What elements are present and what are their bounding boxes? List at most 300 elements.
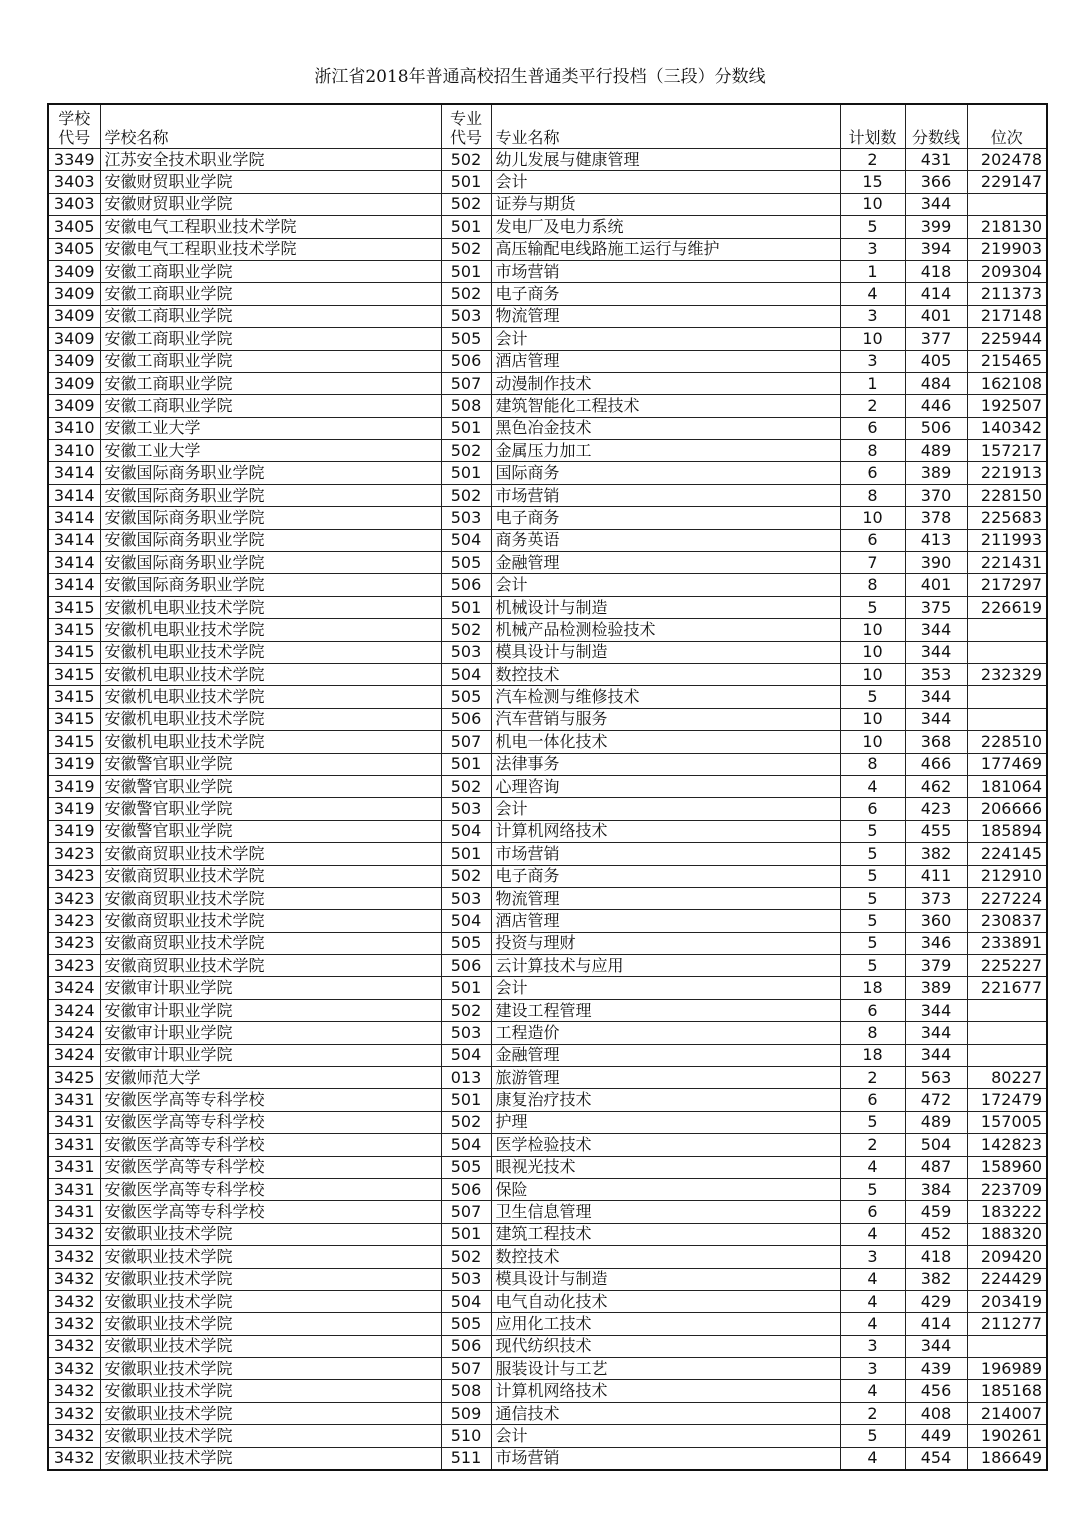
major-name-cell: 市场营销	[491, 1447, 840, 1470]
major-name-cell: 计算机网络技术	[491, 1380, 840, 1402]
plan-count-cell: 5	[840, 865, 905, 887]
major-code-cell: 502	[441, 440, 491, 462]
school-code-cell: 3432	[48, 1246, 100, 1268]
score-cell: 472	[905, 1089, 967, 1111]
score-cell: 418	[905, 260, 967, 282]
rank-cell: 233891	[967, 932, 1047, 954]
score-table	[47, 103, 1048, 1471]
school-code-cell: 3423	[48, 932, 100, 954]
major-name-cell: 酒店管理	[491, 350, 840, 372]
rank-cell: 211373	[967, 283, 1047, 305]
table-row	[48, 843, 1047, 865]
plan-count-cell: 6	[840, 417, 905, 439]
major-code-cell: 505	[441, 1156, 491, 1178]
table-row	[48, 1156, 1047, 1178]
major-name-cell: 黑色冶金技术	[491, 417, 840, 439]
rank-cell	[967, 708, 1047, 730]
score-cell: 394	[905, 238, 967, 260]
table-row	[48, 529, 1047, 551]
rank-cell: 190261	[967, 1425, 1047, 1447]
score-cell: 489	[905, 440, 967, 462]
school-code-cell: 3409	[48, 260, 100, 282]
school-name-cell: 安徽工业大学	[100, 440, 441, 462]
rank-cell: 172479	[967, 1089, 1047, 1111]
score-cell: 399	[905, 216, 967, 238]
score-cell: 414	[905, 1313, 967, 1335]
major-code-cell: 505	[441, 552, 491, 574]
table-row	[48, 462, 1047, 484]
school-name-cell: 安徽医学高等专科学校	[100, 1178, 441, 1200]
school-name-cell: 安徽商贸职业技术学院	[100, 910, 441, 932]
major-code-cell: 501	[441, 260, 491, 282]
score-cell: 384	[905, 1178, 967, 1200]
plan-count-cell: 2	[840, 1067, 905, 1089]
major-name-cell: 会计	[491, 977, 840, 999]
table-row	[48, 820, 1047, 842]
rank-cell	[967, 193, 1047, 215]
school-code-cell: 3419	[48, 820, 100, 842]
major-name-cell: 会计	[491, 798, 840, 820]
school-code-cell: 3424	[48, 1022, 100, 1044]
major-name-cell: 康复治疗技术	[491, 1089, 840, 1111]
plan-count-cell: 6	[840, 529, 905, 551]
score-cell: 344	[905, 641, 967, 663]
school-code-cell: 3424	[48, 1044, 100, 1066]
major-name-cell: 服装设计与工艺	[491, 1358, 840, 1380]
major-code-cell: 507	[441, 1201, 491, 1223]
plan-count-cell: 5	[840, 910, 905, 932]
school-name-cell: 安徽工商职业学院	[100, 372, 441, 394]
table-row	[48, 1335, 1047, 1357]
plan-count-cell: 3	[840, 1335, 905, 1357]
school-name-cell: 安徽工商职业学院	[100, 328, 441, 350]
school-code-cell: 3425	[48, 1067, 100, 1089]
school-name-cell: 安徽职业技术学院	[100, 1290, 441, 1312]
plan-count-cell: 4	[840, 1290, 905, 1312]
table-row	[48, 1358, 1047, 1380]
major-code-cell: 501	[441, 462, 491, 484]
major-name-cell: 汽车营销与服务	[491, 708, 840, 730]
rank-cell: 225683	[967, 507, 1047, 529]
school-name-cell: 安徽商贸职业技术学院	[100, 843, 441, 865]
score-cell: 405	[905, 350, 967, 372]
header-school-name: 学校名称	[100, 104, 441, 149]
major-code-cell: 501	[441, 1089, 491, 1111]
school-name-cell: 安徽机电职业技术学院	[100, 596, 441, 618]
table-row	[48, 1313, 1047, 1335]
rank-cell: 226619	[967, 596, 1047, 618]
school-code-cell: 3415	[48, 596, 100, 618]
major-name-cell: 机械产品检测检验技术	[491, 619, 840, 641]
major-code-cell: 502	[441, 999, 491, 1021]
major-code-cell: 501	[441, 1223, 491, 1245]
score-cell: 390	[905, 552, 967, 574]
score-cell: 389	[905, 462, 967, 484]
school-name-cell: 安徽电气工程职业技术学院	[100, 216, 441, 238]
rank-cell: 214007	[967, 1402, 1047, 1424]
school-code-cell: 3424	[48, 977, 100, 999]
school-code-cell: 3423	[48, 887, 100, 909]
rank-cell	[967, 686, 1047, 708]
major-name-cell: 国际商务	[491, 462, 840, 484]
table-row	[48, 686, 1047, 708]
major-code-cell: 013	[441, 1067, 491, 1089]
school-name-cell: 安徽工商职业学院	[100, 350, 441, 372]
major-name-cell: 建筑工程技术	[491, 1223, 840, 1245]
rank-cell: 209420	[967, 1246, 1047, 1268]
plan-count-cell: 10	[840, 619, 905, 641]
rank-cell: 221677	[967, 977, 1047, 999]
table-row	[48, 305, 1047, 327]
school-code-cell: 3415	[48, 619, 100, 641]
major-name-cell: 电子商务	[491, 507, 840, 529]
table-row	[48, 798, 1047, 820]
rank-cell: 209304	[967, 260, 1047, 282]
score-cell: 370	[905, 484, 967, 506]
table-row	[48, 731, 1047, 753]
rank-cell: 80227	[967, 1067, 1047, 1089]
score-cell: 360	[905, 910, 967, 932]
school-name-cell: 安徽国际商务职业学院	[100, 507, 441, 529]
score-cell: 344	[905, 193, 967, 215]
table-row	[48, 865, 1047, 887]
major-name-cell: 旅游管理	[491, 1067, 840, 1089]
score-cell: 378	[905, 507, 967, 529]
school-name-cell: 安徽工业大学	[100, 417, 441, 439]
plan-count-cell: 3	[840, 350, 905, 372]
rank-cell: 221431	[967, 552, 1047, 574]
plan-count-cell: 10	[840, 663, 905, 685]
rank-cell: 211277	[967, 1313, 1047, 1335]
plan-count-cell: 10	[840, 641, 905, 663]
major-code-cell: 501	[441, 977, 491, 999]
school-code-cell: 3423	[48, 843, 100, 865]
table-row	[48, 708, 1047, 730]
school-code-cell: 3414	[48, 574, 100, 596]
score-cell: 344	[905, 1022, 967, 1044]
score-cell: 489	[905, 1111, 967, 1133]
rank-cell: 223709	[967, 1178, 1047, 1200]
major-code-cell: 501	[441, 843, 491, 865]
school-code-cell: 3349	[48, 149, 100, 171]
header-rank: 位次	[967, 104, 1047, 149]
rank-cell	[967, 1044, 1047, 1066]
plan-count-cell: 8	[840, 440, 905, 462]
rank-cell: 142823	[967, 1134, 1047, 1156]
school-name-cell: 安徽警官职业学院	[100, 775, 441, 797]
table-row	[48, 1447, 1047, 1470]
school-code-cell: 3409	[48, 372, 100, 394]
score-cell: 353	[905, 663, 967, 685]
score-cell: 563	[905, 1067, 967, 1089]
plan-count-cell: 4	[840, 775, 905, 797]
score-cell: 454	[905, 1447, 967, 1470]
score-cell: 456	[905, 1380, 967, 1402]
table-row	[48, 1246, 1047, 1268]
school-name-cell: 安徽审计职业学院	[100, 1044, 441, 1066]
plan-count-cell: 15	[840, 171, 905, 193]
school-name-cell: 安徽工商职业学院	[100, 283, 441, 305]
major-name-cell: 计算机网络技术	[491, 820, 840, 842]
table-row	[48, 350, 1047, 372]
rank-cell: 232329	[967, 663, 1047, 685]
school-name-cell: 安徽警官职业学院	[100, 820, 441, 842]
school-name-cell: 安徽职业技术学院	[100, 1268, 441, 1290]
plan-count-cell: 6	[840, 798, 905, 820]
table-row	[48, 999, 1047, 1021]
school-name-cell: 安徽职业技术学院	[100, 1402, 441, 1424]
major-code-cell: 507	[441, 731, 491, 753]
rank-cell: 157217	[967, 440, 1047, 462]
major-name-cell: 模具设计与制造	[491, 641, 840, 663]
table-row	[48, 932, 1047, 954]
plan-count-cell: 10	[840, 507, 905, 529]
major-code-cell: 505	[441, 328, 491, 350]
table-row	[48, 216, 1047, 238]
score-cell: 446	[905, 395, 967, 417]
major-code-cell: 502	[441, 865, 491, 887]
plan-count-cell: 8	[840, 484, 905, 506]
major-code-cell: 504	[441, 1290, 491, 1312]
rank-cell	[967, 641, 1047, 663]
major-code-cell: 501	[441, 753, 491, 775]
rank-cell: 217148	[967, 305, 1047, 327]
major-code-cell: 507	[441, 372, 491, 394]
major-name-cell: 法律事务	[491, 753, 840, 775]
major-name-cell: 心理咨询	[491, 775, 840, 797]
major-name-cell: 云计算技术与应用	[491, 955, 840, 977]
school-code-cell: 3431	[48, 1134, 100, 1156]
table-row	[48, 1425, 1047, 1447]
school-name-cell: 安徽机电职业技术学院	[100, 641, 441, 663]
school-code-cell: 3432	[48, 1335, 100, 1357]
table-row	[48, 171, 1047, 193]
score-cell: 466	[905, 753, 967, 775]
rank-cell: 229147	[967, 171, 1047, 193]
rank-cell: 219903	[967, 238, 1047, 260]
rank-cell	[967, 619, 1047, 641]
school-name-cell: 安徽职业技术学院	[100, 1380, 441, 1402]
score-cell: 423	[905, 798, 967, 820]
rank-cell: 140342	[967, 417, 1047, 439]
school-name-cell: 安徽医学高等专科学校	[100, 1089, 441, 1111]
school-name-cell: 安徽职业技术学院	[100, 1425, 441, 1447]
table-row	[48, 1380, 1047, 1402]
major-name-cell: 酒店管理	[491, 910, 840, 932]
plan-count-cell: 4	[840, 1447, 905, 1470]
school-code-cell: 3432	[48, 1268, 100, 1290]
school-name-cell: 安徽商贸职业技术学院	[100, 887, 441, 909]
school-code-cell: 3405	[48, 238, 100, 260]
rank-cell: 177469	[967, 753, 1047, 775]
plan-count-cell: 5	[840, 1178, 905, 1200]
score-cell: 484	[905, 372, 967, 394]
school-name-cell: 安徽审计职业学院	[100, 1022, 441, 1044]
major-code-cell: 503	[441, 887, 491, 909]
table-row	[48, 1044, 1047, 1066]
school-name-cell: 安徽电气工程职业技术学院	[100, 238, 441, 260]
plan-count-cell: 2	[840, 1134, 905, 1156]
school-name-cell: 安徽职业技术学院	[100, 1223, 441, 1245]
major-name-cell: 电子商务	[491, 283, 840, 305]
major-name-cell: 金属压力加工	[491, 440, 840, 462]
major-code-cell: 501	[441, 171, 491, 193]
score-cell: 368	[905, 731, 967, 753]
school-name-cell: 安徽审计职业学院	[100, 999, 441, 1021]
plan-count-cell: 8	[840, 574, 905, 596]
rank-cell	[967, 1022, 1047, 1044]
major-name-cell: 高压输配电线路施工运行与维护	[491, 238, 840, 260]
table-row	[48, 283, 1047, 305]
major-name-cell: 幼儿发展与健康管理	[491, 149, 840, 171]
score-cell: 449	[905, 1425, 967, 1447]
school-code-cell: 3423	[48, 910, 100, 932]
school-code-cell: 3414	[48, 529, 100, 551]
table-row	[48, 328, 1047, 350]
major-code-cell: 504	[441, 663, 491, 685]
rank-cell: 217297	[967, 574, 1047, 596]
school-name-cell: 安徽职业技术学院	[100, 1246, 441, 1268]
major-name-cell: 卫生信息管理	[491, 1201, 840, 1223]
score-cell: 459	[905, 1201, 967, 1223]
rank-cell: 162108	[967, 372, 1047, 394]
rank-cell: 203419	[967, 1290, 1047, 1312]
plan-count-cell: 2	[840, 395, 905, 417]
major-name-cell: 汽车检测与维修技术	[491, 686, 840, 708]
major-code-cell: 506	[441, 708, 491, 730]
rank-cell: 188320	[967, 1223, 1047, 1245]
table-row	[48, 417, 1047, 439]
score-cell: 506	[905, 417, 967, 439]
table-row	[48, 641, 1047, 663]
plan-count-cell: 5	[840, 686, 905, 708]
table-row	[48, 552, 1047, 574]
major-name-cell: 投资与理财	[491, 932, 840, 954]
major-code-cell: 504	[441, 529, 491, 551]
score-cell: 379	[905, 955, 967, 977]
school-code-cell: 3410	[48, 440, 100, 462]
school-name-cell: 安徽机电职业技术学院	[100, 663, 441, 685]
plan-count-cell: 5	[840, 1425, 905, 1447]
table-row	[48, 1402, 1047, 1424]
school-code-cell: 3432	[48, 1223, 100, 1245]
rank-cell: 211993	[967, 529, 1047, 551]
rank-cell: 186649	[967, 1447, 1047, 1470]
score-cell: 373	[905, 887, 967, 909]
plan-count-cell: 5	[840, 843, 905, 865]
table-row	[48, 193, 1047, 215]
score-cell: 382	[905, 843, 967, 865]
table-row	[48, 887, 1047, 909]
school-code-cell: 3414	[48, 507, 100, 529]
school-name-cell: 安徽机电职业技术学院	[100, 731, 441, 753]
school-name-cell: 安徽机电职业技术学院	[100, 686, 441, 708]
major-code-cell: 511	[441, 1447, 491, 1470]
major-code-cell: 506	[441, 955, 491, 977]
plan-count-cell: 5	[840, 216, 905, 238]
major-name-cell: 会计	[491, 1425, 840, 1447]
score-cell: 344	[905, 619, 967, 641]
major-name-cell: 机电一体化技术	[491, 731, 840, 753]
major-code-cell: 509	[441, 1402, 491, 1424]
plan-count-cell: 18	[840, 1044, 905, 1066]
major-code-cell: 504	[441, 1134, 491, 1156]
major-name-cell: 模具设计与制造	[491, 1268, 840, 1290]
major-code-cell: 502	[441, 238, 491, 260]
score-cell: 344	[905, 708, 967, 730]
school-code-cell: 3405	[48, 216, 100, 238]
score-cell: 346	[905, 932, 967, 954]
plan-count-cell: 4	[840, 283, 905, 305]
plan-count-cell: 10	[840, 193, 905, 215]
school-name-cell: 安徽财贸职业学院	[100, 193, 441, 215]
school-name-cell: 安徽国际商务职业学院	[100, 574, 441, 596]
school-code-cell: 3432	[48, 1380, 100, 1402]
school-code-cell: 3431	[48, 1089, 100, 1111]
major-name-cell: 商务英语	[491, 529, 840, 551]
score-cell: 389	[905, 977, 967, 999]
major-name-cell: 物流管理	[491, 887, 840, 909]
school-name-cell: 安徽工商职业学院	[100, 305, 441, 327]
major-code-cell: 506	[441, 1335, 491, 1357]
school-code-cell: 3415	[48, 731, 100, 753]
school-code-cell: 3409	[48, 283, 100, 305]
major-code-cell: 503	[441, 798, 491, 820]
header-major-code: 专业 代号	[441, 104, 491, 149]
table-row	[48, 1290, 1047, 1312]
score-cell: 455	[905, 820, 967, 842]
major-code-cell: 505	[441, 686, 491, 708]
plan-count-cell: 5	[840, 887, 905, 909]
score-cell: 413	[905, 529, 967, 551]
school-code-cell: 3415	[48, 641, 100, 663]
plan-count-cell: 1	[840, 260, 905, 282]
table-row	[48, 910, 1047, 932]
rank-cell: 225944	[967, 328, 1047, 350]
score-cell: 462	[905, 775, 967, 797]
school-name-cell: 安徽机电职业技术学院	[100, 708, 441, 730]
table-row	[48, 775, 1047, 797]
school-name-cell: 安徽医学高等专科学校	[100, 1111, 441, 1133]
rank-cell	[967, 999, 1047, 1021]
school-name-cell: 安徽职业技术学院	[100, 1358, 441, 1380]
major-code-cell: 502	[441, 149, 491, 171]
major-code-cell: 505	[441, 1313, 491, 1335]
major-name-cell: 会计	[491, 574, 840, 596]
table-row	[48, 663, 1047, 685]
major-name-cell: 市场营销	[491, 260, 840, 282]
table-body	[48, 149, 1047, 1471]
plan-count-cell: 2	[840, 149, 905, 171]
score-cell: 487	[905, 1156, 967, 1178]
table-row	[48, 753, 1047, 775]
rank-cell: 227224	[967, 887, 1047, 909]
rank-cell: 196989	[967, 1358, 1047, 1380]
school-code-cell: 3409	[48, 305, 100, 327]
rank-cell: 221913	[967, 462, 1047, 484]
score-cell: 439	[905, 1358, 967, 1380]
rank-cell	[967, 1335, 1047, 1357]
major-code-cell: 503	[441, 1268, 491, 1290]
major-name-cell: 建设工程管理	[491, 999, 840, 1021]
major-name-cell: 金融管理	[491, 552, 840, 574]
table-row	[48, 149, 1047, 171]
plan-count-cell: 10	[840, 731, 905, 753]
school-code-cell: 3432	[48, 1402, 100, 1424]
table-row	[48, 1201, 1047, 1223]
major-name-cell: 工程造价	[491, 1022, 840, 1044]
major-name-cell: 动漫制作技术	[491, 372, 840, 394]
